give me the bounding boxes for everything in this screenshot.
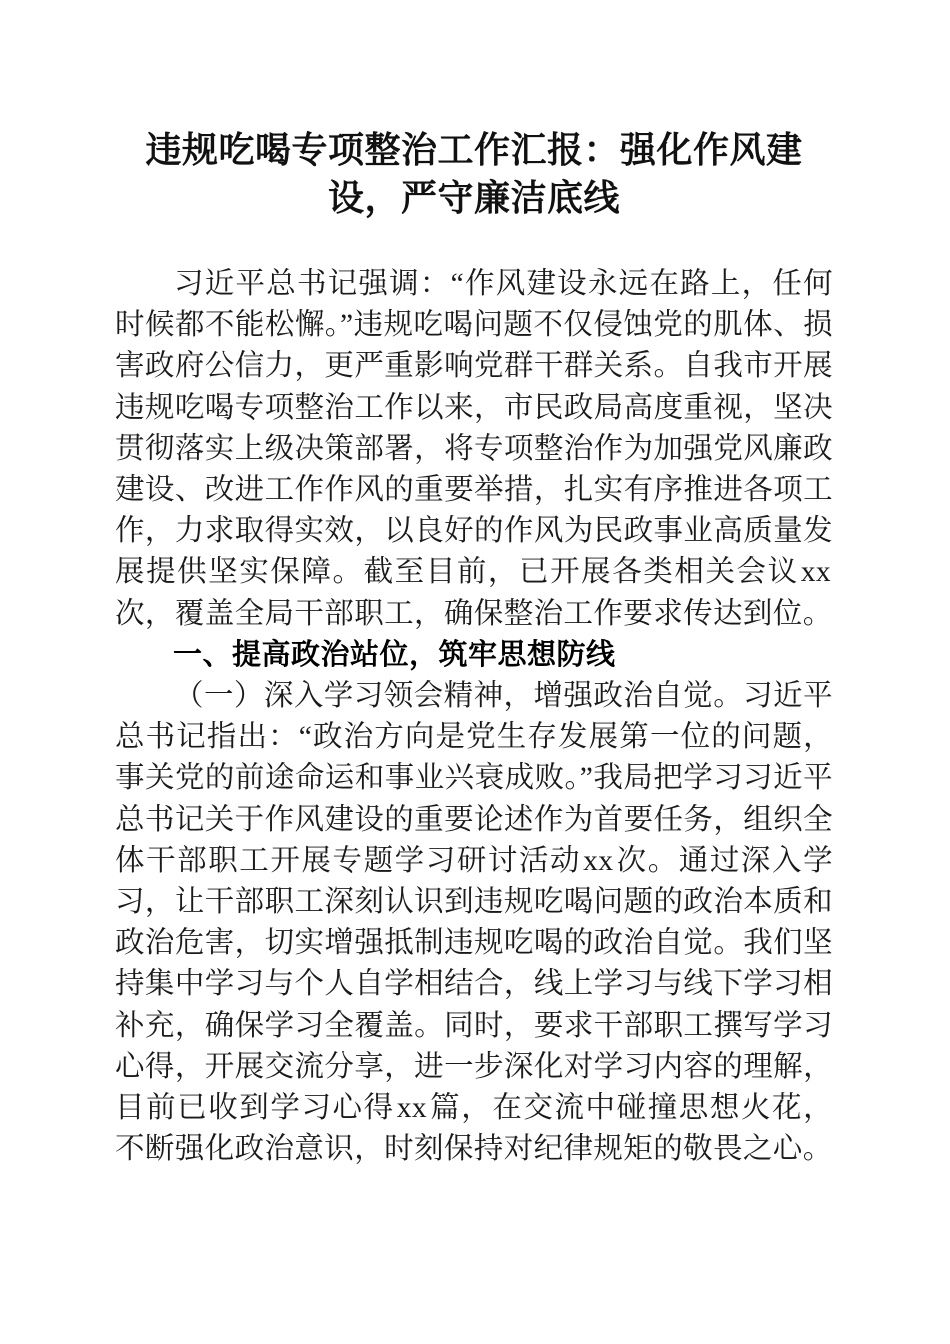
section-heading-1: 一、提高政治站位，筑牢思想防线 bbox=[173, 638, 616, 671]
opening-paragraph: 习近平总书记强调：“作风建设永远在路上，任何时候都不能松懈。”违规吃喝问题不仅侵蚀党的肌体、损害政府公信力，更严重影响党群干群关系。自我市开展违规吃喝专项整治工作以来，市民政局高度重视，坚决贯彻落实上级决策部署，将专项整治作为加强党风廉政建设、改进工作作风的重要举措，扎实有序推进各项工作，力求取得实效，以良好的作风为民政事业高质量发展提供坚实保障。截至目前，已开展各类相关会议xx次，覆盖全局干部职工，确保整治工作要求传达到位。 bbox=[115, 268, 833, 630]
page-title-line-1: 违规吃喝专项整治工作汇报：强化作风建设， bbox=[145, 130, 803, 218]
latin-placeholder: xx bbox=[396, 1092, 427, 1125]
page-title bbox=[115, 0, 833, 222]
latin-placeholder: xx bbox=[583, 844, 614, 877]
latin-placeholder: xx bbox=[800, 556, 831, 589]
document-body bbox=[115, 264, 833, 1170]
subsection-paragraph-1: （一）深入学习领会精神，增强政治自觉。习近平总书记指出：“政治方向是党生存发展第一位的问题，事关党的前途命运和事业兴衰成败。”我局把学习习近平总书记关于作风建设的重要论述作为首要任务，组织全体干部职工开展专题学习研讨活动xx次。通过深入学习，让干部职工深刻认识到违规吃喝问题的政治本质和政治危害，切实增强抵制违规吃喝的政治自觉。我们坚持集中学习与个人自学相结合，线上学习与线下学习相补充，确保学习全覆盖。同时，要求干部职工撰写学习心得，开展交流分享，进一步深化对学习内容的理解，目前已收到学习心得xx篇，在交流中碰撞思想火花，不断强化政治意识，时刻保持对纪律规矩的敬畏之心。 bbox=[115, 680, 833, 1166]
page-title-line-2: 严守廉洁底线 bbox=[401, 178, 621, 218]
